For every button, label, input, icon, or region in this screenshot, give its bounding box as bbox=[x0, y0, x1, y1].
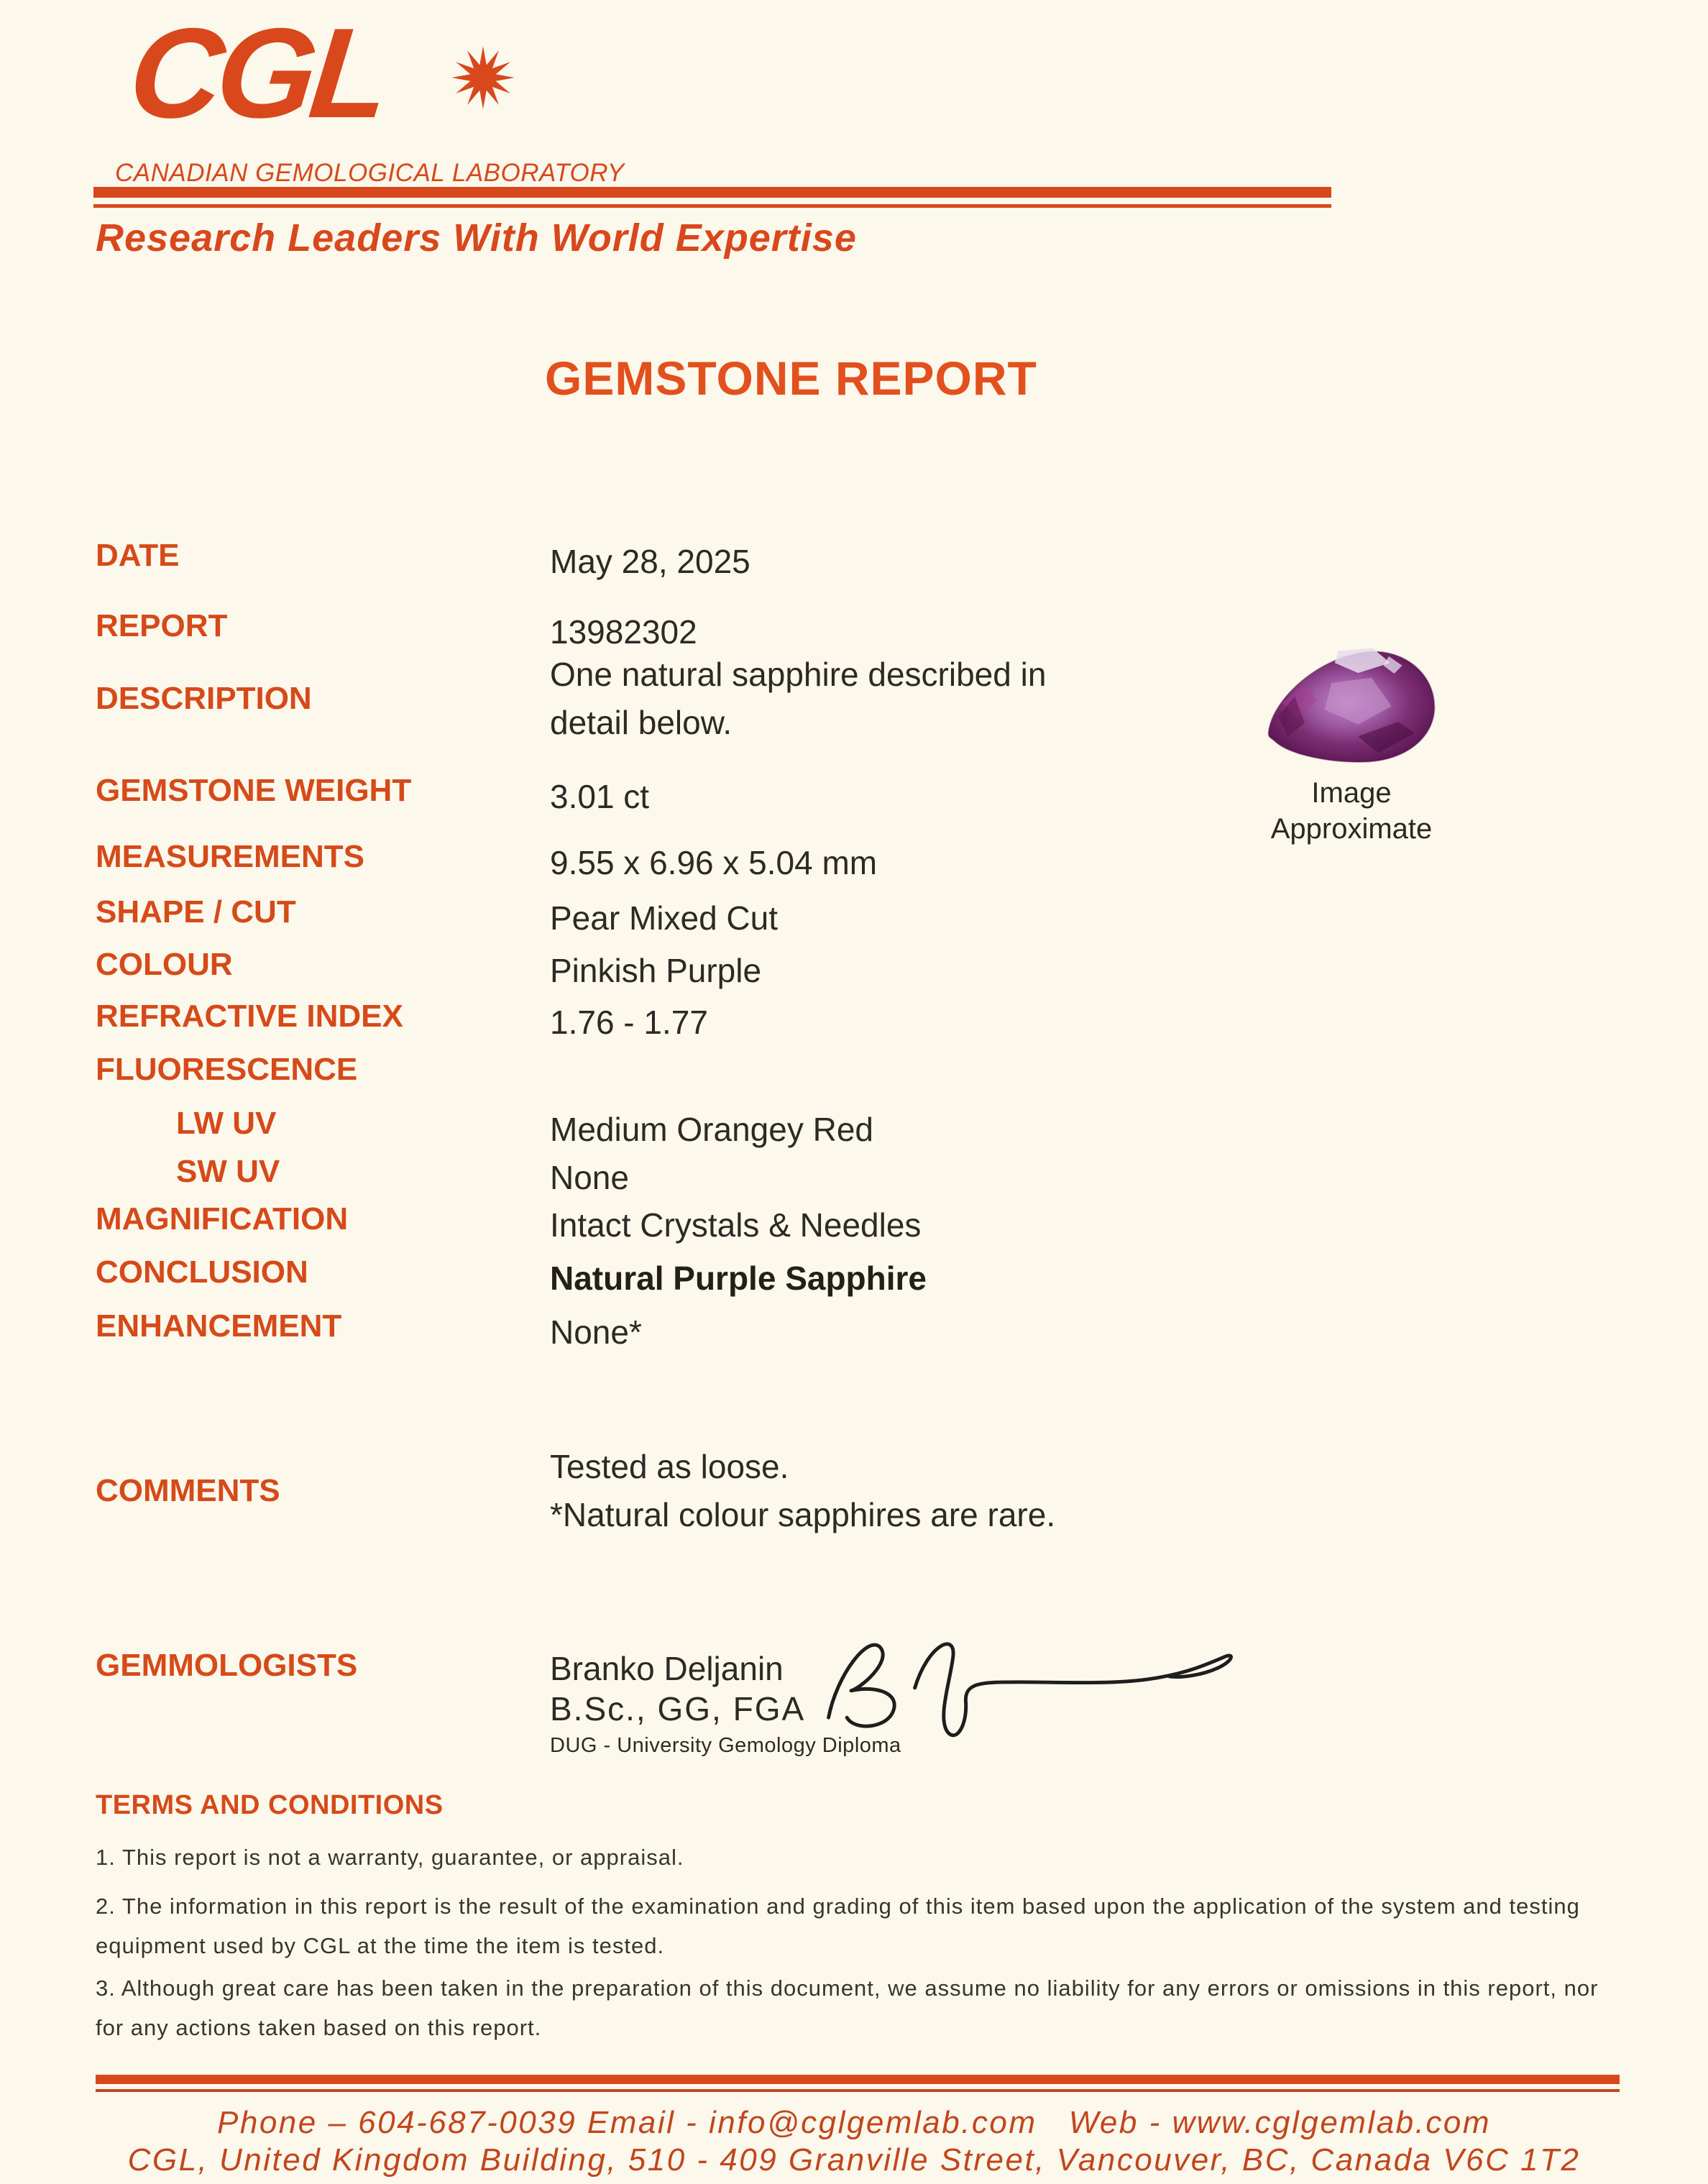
field-row-fluorescence bbox=[96, 1052, 1634, 1088]
field-value bbox=[550, 651, 1046, 747]
field-value: Pinkish Purple bbox=[550, 952, 762, 989]
field-row-refractive-index bbox=[96, 999, 1634, 1046]
field-label: REPORT bbox=[96, 608, 228, 643]
report-title: GEMSTONE REPORT bbox=[545, 352, 1037, 405]
term-item bbox=[96, 1886, 1656, 1965]
field-value: 9.55 x 6.96 x 5.04 mm bbox=[550, 844, 878, 881]
field-value: None bbox=[550, 1159, 629, 1196]
field-value: 13982302 bbox=[550, 613, 697, 651]
gem-caption-line2: Approximate bbox=[1270, 813, 1433, 845]
field-label: LW UV bbox=[176, 1106, 277, 1141]
field-label: ENHANCEMENT bbox=[96, 1308, 342, 1344]
footer-address: CGL, United Kingdom Building, 510 - 409 Granville Street, Vancouver, BC, Canada V6C 1T2 bbox=[127, 2142, 1581, 2178]
field-row-colour bbox=[96, 947, 1634, 994]
gem-caption bbox=[1226, 775, 1477, 847]
gemmologists-label: GEMMOLOGISTS bbox=[96, 1648, 358, 1683]
term-item bbox=[96, 1968, 1656, 2047]
field-value-line: One natural sapphire described in bbox=[550, 656, 1047, 693]
footer-rule-thick bbox=[96, 2075, 1620, 2084]
field-value-line: detail below. bbox=[550, 704, 733, 741]
field-row-lw-uv bbox=[96, 1106, 1634, 1153]
signature-icon bbox=[809, 1610, 1262, 1751]
field-label: REFRACTIVE INDEX bbox=[96, 999, 403, 1034]
field-row-enhancement bbox=[96, 1308, 1634, 1356]
field-row-comments bbox=[96, 1443, 1634, 1539]
gemmologist-credentials: B.Sc., GG, FGA bbox=[550, 1690, 806, 1728]
gem-caption-line1: Image bbox=[1311, 777, 1392, 809]
terms-heading: TERMS AND CONDITIONS bbox=[96, 1790, 444, 1820]
field-label: MAGNIFICATION bbox=[96, 1201, 349, 1236]
cgl-logo: CGL bbox=[123, 1, 391, 144]
field-label: FLUORESCENCE bbox=[96, 1052, 358, 1087]
field-value: May 28, 2025 bbox=[550, 543, 750, 580]
header-rule-thin bbox=[93, 204, 1331, 208]
field-value bbox=[550, 1443, 1055, 1539]
field-value: 3.01 ct bbox=[550, 778, 650, 815]
field-label: CONCLUSION bbox=[96, 1254, 308, 1290]
term-line: 3. Although great care has been taken in the preparation of this document, we assume no liability for any errors or omissions in this report, nor bbox=[96, 1976, 1599, 2001]
field-row-conclusion bbox=[96, 1254, 1634, 1302]
term-line: for any actions taken based on this report. bbox=[96, 2015, 542, 2040]
gemstone-photo bbox=[1251, 636, 1452, 776]
field-label: SW UV bbox=[176, 1154, 280, 1189]
field-value: Pear Mixed Cut bbox=[550, 899, 779, 937]
field-label: MEASUREMENTS bbox=[96, 839, 365, 874]
gemmologist-name: Branko Deljanin bbox=[550, 1650, 784, 1687]
field-row-sw-uv bbox=[96, 1154, 1634, 1201]
gemmologist-diploma: DUG - University Gemology Diploma bbox=[550, 1734, 901, 1757]
term-item bbox=[96, 1837, 1656, 1877]
field-label: COLOUR bbox=[96, 947, 233, 982]
field-label: COMMENTS bbox=[96, 1473, 280, 1508]
field-value: 1.76 - 1.77 bbox=[550, 1004, 708, 1041]
term-line: 2. The information in this report is the result of the examination and grading of this item based upon the application of the system and testing bbox=[96, 1894, 1580, 1919]
field-value-line: *Natural colour sapphires are rare. bbox=[550, 1496, 1056, 1533]
header-rule-thick bbox=[93, 187, 1331, 198]
term-line: equipment used by CGL at the time the item is tested. bbox=[96, 1933, 665, 1958]
field-value: Medium Orangey Red bbox=[550, 1111, 873, 1148]
footer-rule-thin bbox=[96, 2089, 1620, 2092]
field-row-shape-cut bbox=[96, 894, 1634, 942]
field-label: DATE bbox=[96, 538, 180, 573]
field-value: Natural Purple Sapphire bbox=[550, 1260, 927, 1297]
term-line: 1. This report is not a warranty, guarantee, or appraisal. bbox=[96, 1845, 684, 1870]
field-value-line: Tested as loose. bbox=[550, 1448, 789, 1485]
field-label: SHAPE / CUT bbox=[96, 894, 296, 930]
field-label: DESCRIPTION bbox=[96, 681, 312, 716]
field-row-magnification bbox=[96, 1201, 1634, 1249]
field-value: Intact Crystals & Needles bbox=[550, 1206, 922, 1244]
starburst-icon bbox=[436, 30, 531, 125]
field-label: GEMSTONE WEIGHT bbox=[96, 773, 412, 808]
footer-contact: Phone – 604-687-0039 Email - info@cglgemlab.com Web - www.cglgemlab.com bbox=[217, 2105, 1491, 2140]
field-row-date bbox=[96, 538, 1634, 585]
logo-subtext: CANADIAN GEMOLOGICAL LABORATORY bbox=[115, 159, 625, 187]
tagline: Research Leaders With World Expertise bbox=[96, 216, 857, 260]
field-value: None* bbox=[550, 1313, 642, 1351]
